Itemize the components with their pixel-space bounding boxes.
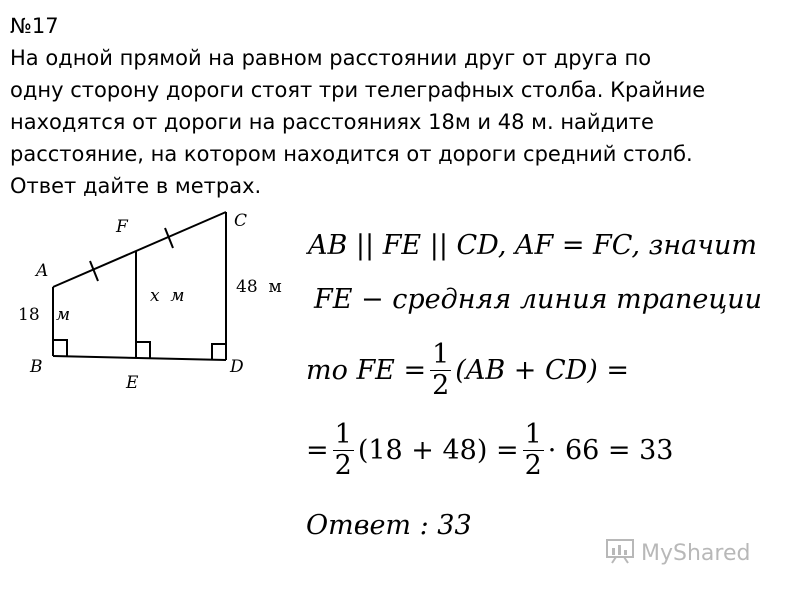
right-angle-mark xyxy=(136,342,150,358)
problem-text-line: одну сторону дороги стоят три телеграфных столба. Крайние xyxy=(10,78,706,102)
point-label-c: C xyxy=(234,211,248,231)
fraction-numerator: 1 xyxy=(334,419,352,450)
right-angle-mark xyxy=(53,340,67,356)
trapezoid-diagram xyxy=(0,200,300,400)
solution-line-midline xyxy=(314,284,762,315)
fraction-denominator: 2 xyxy=(334,450,352,481)
answer-text: Ответ : 33 xyxy=(306,510,472,541)
length-label-cd: 48 м xyxy=(236,277,282,297)
problem-text-line: расстояние, на котором находится от дороги средний столб. xyxy=(10,142,693,166)
fraction-numerator: 1 xyxy=(524,419,542,450)
solution-text: (AB + CD) = xyxy=(455,355,629,386)
solution-text: (18 + 48) = xyxy=(357,435,519,466)
point-label-e: E xyxy=(126,373,139,393)
point-label-b: B xyxy=(30,357,43,377)
problem-number: №17 xyxy=(10,14,59,38)
length-label-ab: 18 xyxy=(18,305,40,325)
segment-ac xyxy=(53,212,226,287)
point-label-a: A xyxy=(36,261,49,281)
chart-board-icon xyxy=(605,538,635,569)
right-angle-mark xyxy=(212,344,226,360)
problem-text-line: находятся от дороги на расстояниях 18м и 48 м. найдите xyxy=(10,110,654,134)
myshared-watermark xyxy=(605,538,750,569)
solution-text: · 66 = 33 xyxy=(547,435,674,466)
solution-line-parallel xyxy=(308,230,757,261)
watermark-text: MyShared xyxy=(641,541,751,566)
problem-text-line: Ответ дайте в метрах. xyxy=(10,174,262,198)
problem-statement xyxy=(10,10,790,202)
solution-text: FE − средняя линия трапеции xyxy=(314,284,763,315)
fraction xyxy=(523,420,544,481)
problem-text-line: На одной прямой на равном расстоянии друг от друга по xyxy=(10,46,652,70)
point-label-f: F xyxy=(116,217,128,237)
fraction-numerator: 1 xyxy=(432,339,450,370)
solution-line-calculation xyxy=(306,420,673,481)
fraction xyxy=(333,420,354,481)
solution-answer xyxy=(306,510,472,541)
length-label-fe: x м xyxy=(150,286,185,306)
fraction-denominator: 2 xyxy=(432,370,450,401)
point-label-d: D xyxy=(230,357,244,377)
unit-label-ab: м xyxy=(56,305,71,325)
solution-line-formula xyxy=(306,340,629,401)
solution-text: то FE = xyxy=(306,355,427,386)
solution-text: AB || FE || CD, AF = FC, значит xyxy=(308,230,758,261)
segment-bd xyxy=(53,356,226,360)
fraction-denominator: 2 xyxy=(524,450,542,481)
fraction xyxy=(430,340,451,401)
solution-text: = xyxy=(306,435,329,466)
